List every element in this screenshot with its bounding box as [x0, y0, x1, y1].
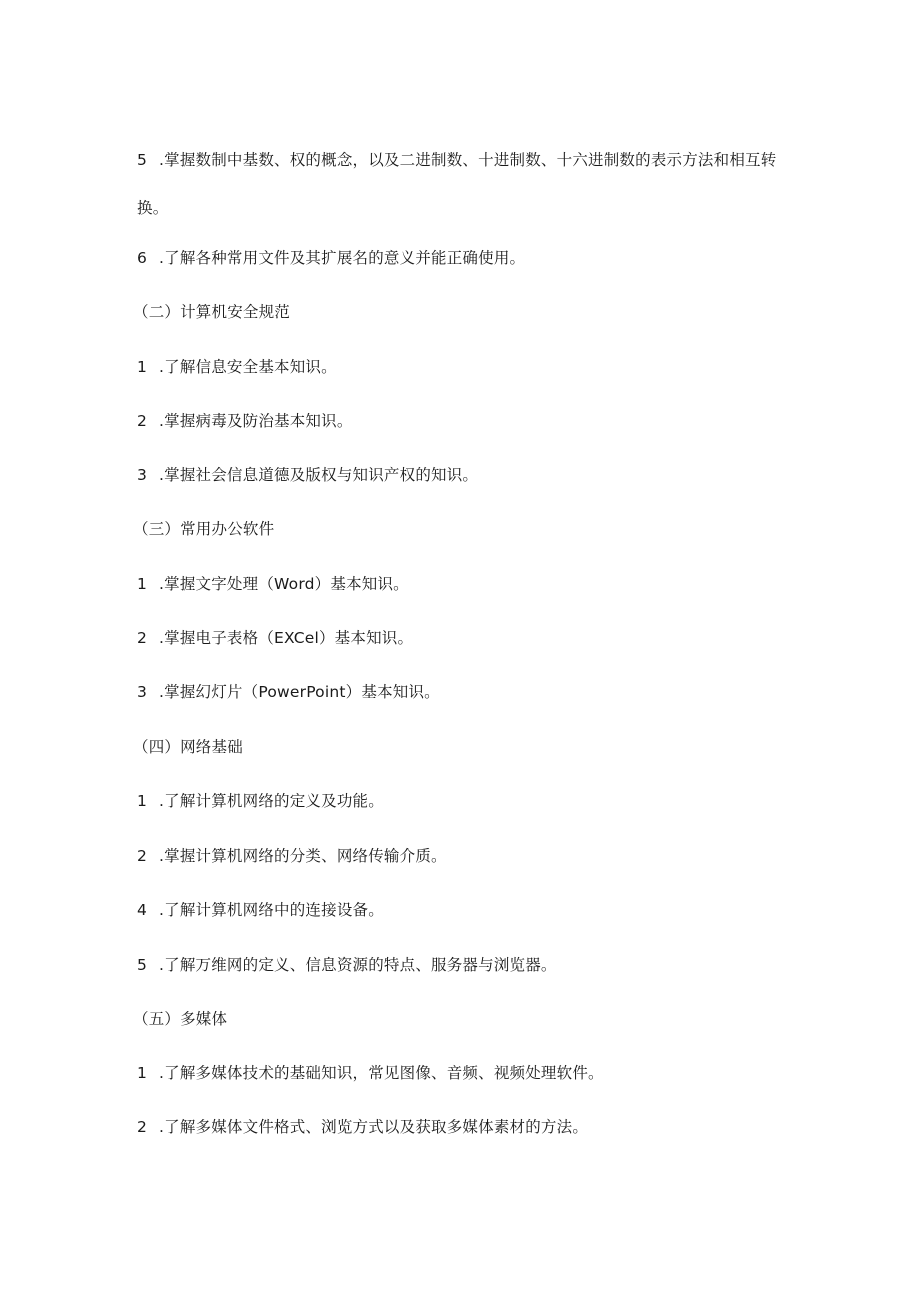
item-number: 2: [137, 1118, 148, 1136]
list-item: [137, 411, 353, 431]
item-number: 6: [137, 249, 148, 267]
item-text: .掌握电子表格（EXCel）基本知识。: [159, 629, 414, 647]
list-item: [137, 1117, 588, 1137]
section-heading: （三）常用办公软件: [133, 520, 275, 538]
list-item: [137, 846, 447, 866]
item-number: 3: [137, 466, 148, 484]
item-number: 2: [137, 629, 148, 647]
list-item: [137, 248, 525, 268]
item-text: .掌握文字处理（Word）基本知识。: [159, 575, 409, 593]
section-heading: （四）网络基础: [133, 738, 243, 756]
item-number: 4: [137, 901, 148, 919]
item-text: .了解计算机网络的定义及功能。: [159, 792, 384, 810]
item-text: .掌握幻灯片（PowerPoint）基本知识。: [159, 683, 440, 701]
item-text: .掌握数制中基数、权的概念，以及二进制数、十进制数、十六进制数的表示方法和相互转: [159, 151, 777, 169]
item-number: 2: [137, 847, 148, 865]
item-text: .了解信息安全基本知识。: [159, 358, 337, 376]
item-number: 5: [137, 151, 148, 169]
list-item: [137, 682, 440, 702]
list-item: [137, 465, 478, 485]
item-text: .了解多媒体文件格式、浏览方式以及获取多媒体素材的方法。: [159, 1118, 589, 1136]
item-text: .了解万维网的定义、信息资源的特点、服务器与浏览器。: [159, 956, 557, 974]
item-number: 5: [137, 956, 148, 974]
list-item: [137, 574, 409, 594]
list-item: [137, 1063, 604, 1083]
item-number: 3: [137, 683, 148, 701]
item-text: .掌握病毒及防治基本知识。: [159, 412, 353, 430]
item-number: 1: [137, 358, 148, 376]
section-heading: （五）多媒体: [133, 1010, 228, 1028]
list-item: [137, 955, 557, 975]
item-number: 1: [137, 575, 148, 593]
list-item: [137, 791, 384, 811]
item-number: 2: [137, 412, 148, 430]
item-text: .掌握计算机网络的分类、网络传输介质。: [159, 847, 447, 865]
item-text: .了解各种常用文件及其扩展名的意义并能正确使用。: [159, 249, 526, 267]
item-text: .掌握社会信息道德及版权与知识产权的知识。: [159, 466, 479, 484]
list-item: [137, 900, 384, 920]
list-item: [137, 357, 337, 377]
item-text: .了解多媒体技术的基础知识，常见图像、音频、视频处理软件。: [159, 1064, 604, 1082]
list-item-continuation: 换。: [137, 199, 169, 217]
list-item: [137, 628, 413, 648]
list-item: [137, 150, 776, 170]
section-heading: （二）计算机安全规范: [133, 303, 291, 321]
item-number: 1: [137, 792, 148, 810]
item-text: .了解计算机网络中的连接设备。: [159, 901, 384, 919]
item-number: 1: [137, 1064, 148, 1082]
